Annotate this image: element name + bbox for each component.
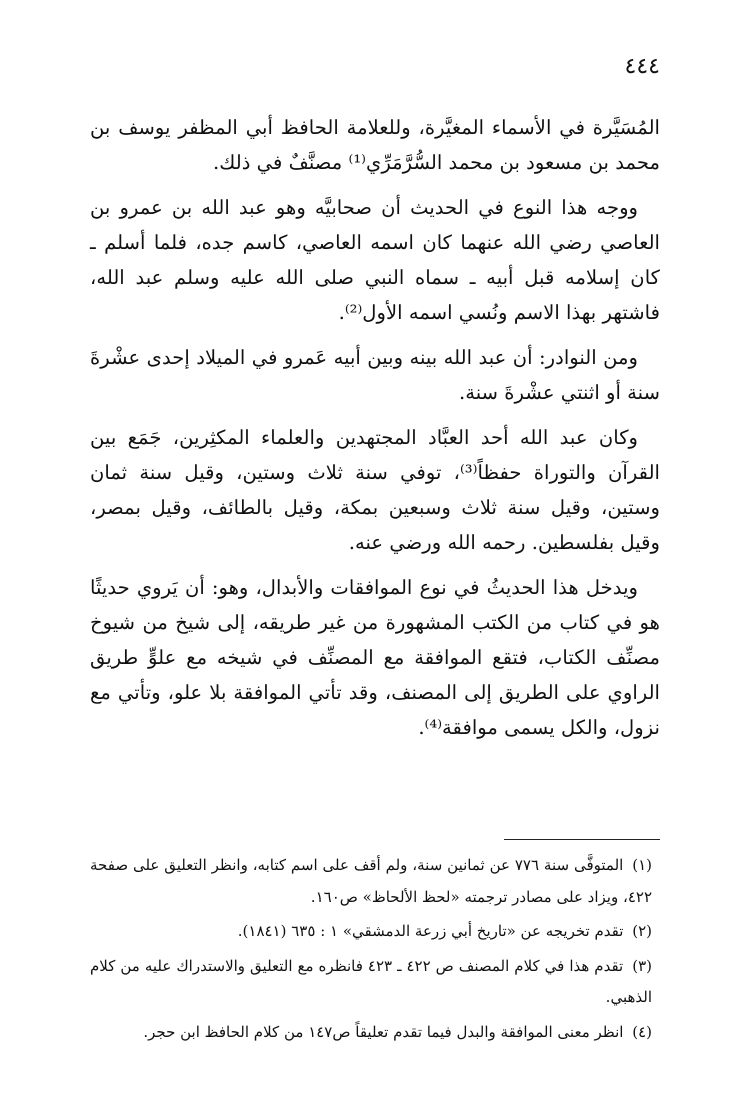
footnote-text: انظر معنى الموافقة والبدل فيما تقدم تعليقاً ص١٤٧ من كلام الحافظ ابن حجر. [143, 1022, 624, 1041]
footnote [90, 916, 660, 948]
footnote-number: (٤) [632, 1022, 652, 1041]
footnote-separator [504, 839, 660, 840]
book-page [90, 52, 660, 1052]
footnote [90, 1017, 660, 1049]
footnotes [90, 850, 660, 1048]
footnote-number: (٣) [632, 956, 653, 975]
page-number: ٤٤٤ [624, 54, 660, 79]
footnote-text: تقدم هذا في كلام المصنف ص ٤٢٢ ـ ٤٢٣ فانظره مع التعليق والاستدراك عليه من كلام الذهبي. [90, 956, 652, 1006]
footnote [90, 850, 660, 913]
footnote-number: (٢) [632, 922, 652, 940]
footnote-text: تقدم تخريجه عن «تاريخ أبي زرعة الدمشقي» ١ : ٦٣٥ (١٨٤١). [237, 922, 624, 940]
paragraph: ومن النوادر: أن عبد الله بينه وبين أبيه عَمرو في الميلاد إحدى عشْرةَ سنة أو اثنتي عشْرةَ سنة. [90, 346, 660, 404]
footnote-text: المتوفَّى سنة ٧٧٦ عن ثمانين سنة، ولم أقف على اسم كتابه، وانظر التعليق على صفحة ٤٢٢، ويزاد على مصادر ترجمته «لحظ الألحاظ» ص١٦٠. [90, 856, 652, 906]
paragraph: ووجه هذا النوع في الحديث أن صحابيَّه وهو عبد الله بن عمرو بن العاصي رضي الله عنهما كان اسمه العاصي، كاسم جده، فلما أسلم ـ كان إسلامه قبل أبيه ـ سماه النبي صلى الله عليه وسلم عبد الله، فاشتهر بهذا الاسم ونُسي اسمه الأول⁽²⁾. [90, 196, 660, 324]
main-text [90, 110, 660, 745]
paragraph: ويدخل هذا الحديثُ في نوع الموافقات والأبدال، وهو: أن يَروي حديثًا هو في كتاب من الكتب المشهورة من غير طريقه، إلى شيخ من شيوخ مصنِّف الكتاب، فتقع الموافقة مع المصنِّف في شيخه مع علوٍّ طريق الراوي على الطريق إلى المصنف، وقد تأتي الموافقة بلا علو، وتأتي مع نزول، والكل يسمى موافقة⁽⁴⁾. [90, 576, 660, 739]
footnote-number: (١) [632, 856, 653, 874]
paragraph: المُسَيَّرة في الأسماء المغيَّرة، وللعلامة الحافظ أبي المظفر يوسف بن محمد بن مسعود بن محمد السُّرَّمَرِّي⁽¹⁾ مصنَّفٌ في ذلك. [90, 116, 660, 174]
footnote [90, 951, 660, 1014]
paragraph: وكان عبد الله أحد العبَّاد المجتهدين والعلماء المكثِرين، جَمَع بين القرآن والتوراة حفظاً⁽³⁾، توفي سنة ثلاث وستين، وقيل سنة ثمان وستين، وقيل سنة ثلاث وسبعين بمكة، وقيل بالطائف، وقيل بمصر، وقيل بفلسطين. رحمه الله ورضي عنه. [90, 426, 661, 554]
